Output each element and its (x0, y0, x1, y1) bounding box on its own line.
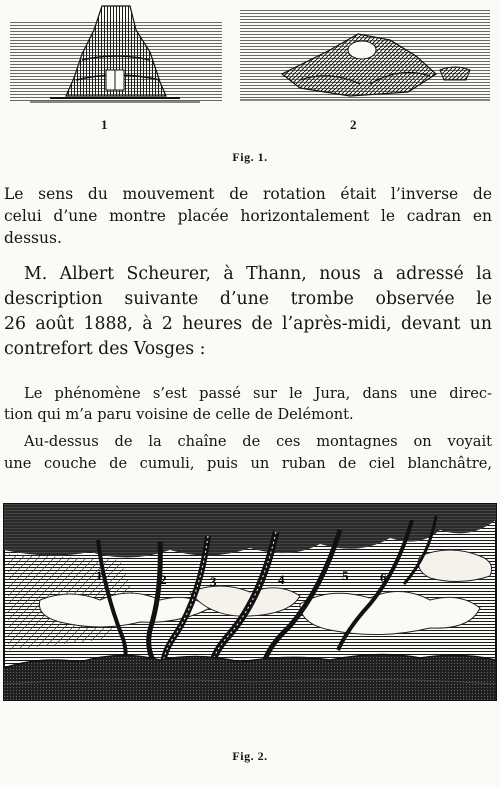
paragraph-jura-observation (4, 383, 492, 425)
funnel-label: 4 (278, 572, 285, 587)
text-line: Le sens du mouvement de rotation était l’inverse de (4, 185, 492, 203)
funnel-label: 6 (380, 570, 387, 585)
paragraph-scheurer-intro (4, 262, 492, 362)
figure-2-caption: Fig. 2. (232, 749, 268, 763)
text-line: 26 août 1888, à 2 heures de l’après-midi, devant un (4, 314, 492, 334)
text-line: dessus. (4, 229, 62, 247)
figure-1-sub-label-2: 2 (350, 117, 357, 132)
text-line: Le phénomène s’est passé sur le Jura, dans une direc- (24, 385, 492, 402)
figure-1-sub-label-1: 1 (101, 117, 108, 132)
funnel-label: 3 (210, 574, 217, 589)
figure-1-sub-1-engraving (10, 0, 222, 112)
text-line: une couche de cumuli, puis un ruban de ciel blanchâtre, (4, 455, 492, 472)
text-line: description suivante d’une trombe observée le (4, 289, 492, 309)
figure-1-caption: Fig. 1. (232, 150, 268, 164)
text-line: contrefort des Vosges : (4, 339, 206, 359)
text-line: celui d’une montre placée horizontalement le cadran en (4, 207, 492, 225)
figure-1-sub-2-engraving (240, 0, 490, 112)
text-line: M. Albert Scheurer, à Thann, nous a adressé la (24, 264, 492, 284)
text-line: tion qui m’a paru voisine de celle de Delémont. (4, 406, 354, 423)
paragraph-rotation-note (4, 183, 492, 249)
funnel-label: 2 (160, 572, 167, 587)
figure-1 (0, 0, 500, 145)
figure-2-engraving (0, 500, 500, 720)
paragraph-chain-description (4, 431, 492, 475)
text-line: Au-dessus de la chaîne de ces montagnes on voyait (24, 433, 492, 450)
funnel-label: 5 (342, 568, 349, 583)
funnel-label: 1 (96, 568, 103, 583)
